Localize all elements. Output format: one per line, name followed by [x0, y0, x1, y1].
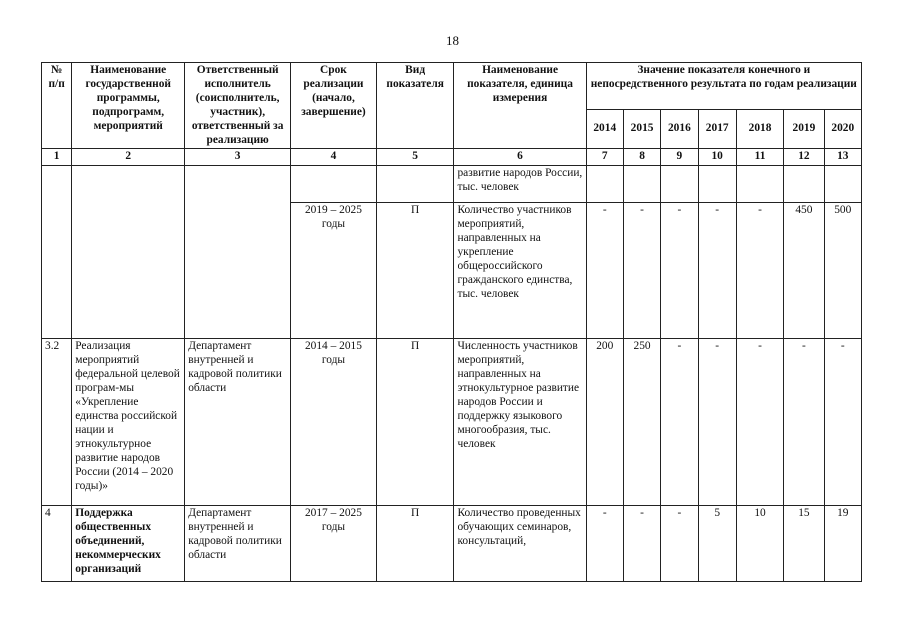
column-number: 12 — [784, 149, 824, 166]
table-row — [42, 166, 862, 203]
row-number — [42, 166, 72, 339]
header-year: 2017 — [698, 110, 736, 149]
row-value: - — [623, 506, 660, 582]
row-value — [661, 166, 698, 203]
column-number: 1 — [42, 149, 72, 166]
row-value: - — [661, 339, 698, 506]
column-number: 3 — [185, 149, 291, 166]
indicators-table — [41, 62, 862, 582]
row-value: - — [698, 339, 736, 506]
row-indicator-name: развитие народов России, тыс. человек — [454, 166, 586, 203]
row-value: 250 — [623, 339, 660, 506]
row-value: - — [824, 339, 861, 506]
row-indicator-type: П — [376, 203, 454, 339]
header-indicator-name: Наименование показателя, единица измерения — [454, 63, 586, 149]
row-value — [784, 166, 824, 203]
row-value — [824, 166, 861, 203]
row-period: 2014 – 2015 годы — [291, 339, 377, 506]
row-indicator-type: П — [376, 339, 454, 506]
column-number: 7 — [586, 149, 623, 166]
row-value: - — [661, 506, 698, 582]
row-value: 10 — [736, 506, 783, 582]
row-value: - — [698, 203, 736, 339]
row-program-name — [72, 166, 185, 339]
header-year: 2019 — [784, 110, 824, 149]
header-period: Срок реализации (начало, завершение) — [291, 63, 377, 149]
row-value — [623, 166, 660, 203]
row-executor: Департамент внутренней и кадровой политики области — [185, 506, 291, 582]
column-number: 13 — [824, 149, 861, 166]
header-year: 2016 — [661, 110, 698, 149]
row-indicator-name: Количество проведенных обучающих семинаров, консультаций, — [454, 506, 586, 582]
column-number: 4 — [291, 149, 377, 166]
header-program-name: Наименование государственной программы, подпрограмм, мероприятий — [72, 63, 185, 149]
header-indicator-type: Вид показателя — [376, 63, 454, 149]
row-value: - — [586, 203, 623, 339]
row-value: - — [623, 203, 660, 339]
row-value: - — [661, 203, 698, 339]
header-year: 2015 — [623, 110, 660, 149]
row-executor: Департамент внутренней и кадровой политики области — [185, 339, 291, 506]
header-year: 2018 — [736, 110, 783, 149]
column-number: 8 — [623, 149, 660, 166]
row-executor — [185, 166, 291, 339]
column-number: 6 — [454, 149, 586, 166]
row-value: 450 — [784, 203, 824, 339]
table-row — [42, 506, 862, 582]
column-number: 11 — [736, 149, 783, 166]
page-number: 18 — [446, 33, 459, 48]
row-number: 3.2 — [42, 339, 72, 506]
header-year: 2014 — [586, 110, 623, 149]
column-number: 5 — [376, 149, 454, 166]
row-value: 15 — [784, 506, 824, 582]
row-value: 200 — [586, 339, 623, 506]
column-number: 9 — [661, 149, 698, 166]
row-value: - — [784, 339, 824, 506]
header-year: 2020 — [824, 110, 861, 149]
row-value: - — [736, 203, 783, 339]
row-number: 4 — [42, 506, 72, 582]
row-period: 2019 – 2025 годы — [291, 203, 377, 339]
column-number: 2 — [72, 149, 185, 166]
row-value — [586, 166, 623, 203]
row-value: 19 — [824, 506, 861, 582]
column-number: 10 — [698, 149, 736, 166]
row-value — [736, 166, 783, 203]
header-values-group: Значение показателя конечного и непосредственного результата по годам реализации — [586, 63, 861, 110]
row-indicator-name: Численность участников мероприятий, направленных на этнокультурное развитие народов России и поддержку языкового многообразия, тыс. человек — [454, 339, 586, 506]
row-period — [291, 166, 377, 203]
header-number: № п/п — [42, 63, 72, 149]
row-value: 500 — [824, 203, 861, 339]
row-program-name: Реализация мероприятий федеральной целевой програм-мы «Укрепление единства российской нации и этнокультурное развитие народов России (2014 – 2020 годы)» — [72, 339, 185, 506]
row-value: - — [586, 506, 623, 582]
header-executor: Ответственный исполнитель (соисполнитель, участник), ответственный за реализацию — [185, 63, 291, 149]
row-program-name: Поддержка общественных объединений, некоммерческих организаций — [72, 506, 185, 582]
column-numbers-row — [42, 149, 862, 166]
table-row — [42, 339, 862, 506]
row-indicator-type: П — [376, 506, 454, 582]
row-period: 2017 – 2025 годы — [291, 506, 377, 582]
row-value: - — [736, 339, 783, 506]
row-indicator-name: Количество участников мероприятий, направленных на укрепление общероссийского гражданского единства, тыс. человек — [454, 203, 586, 339]
row-value — [698, 166, 736, 203]
row-indicator-type — [376, 166, 454, 203]
row-value: 5 — [698, 506, 736, 582]
